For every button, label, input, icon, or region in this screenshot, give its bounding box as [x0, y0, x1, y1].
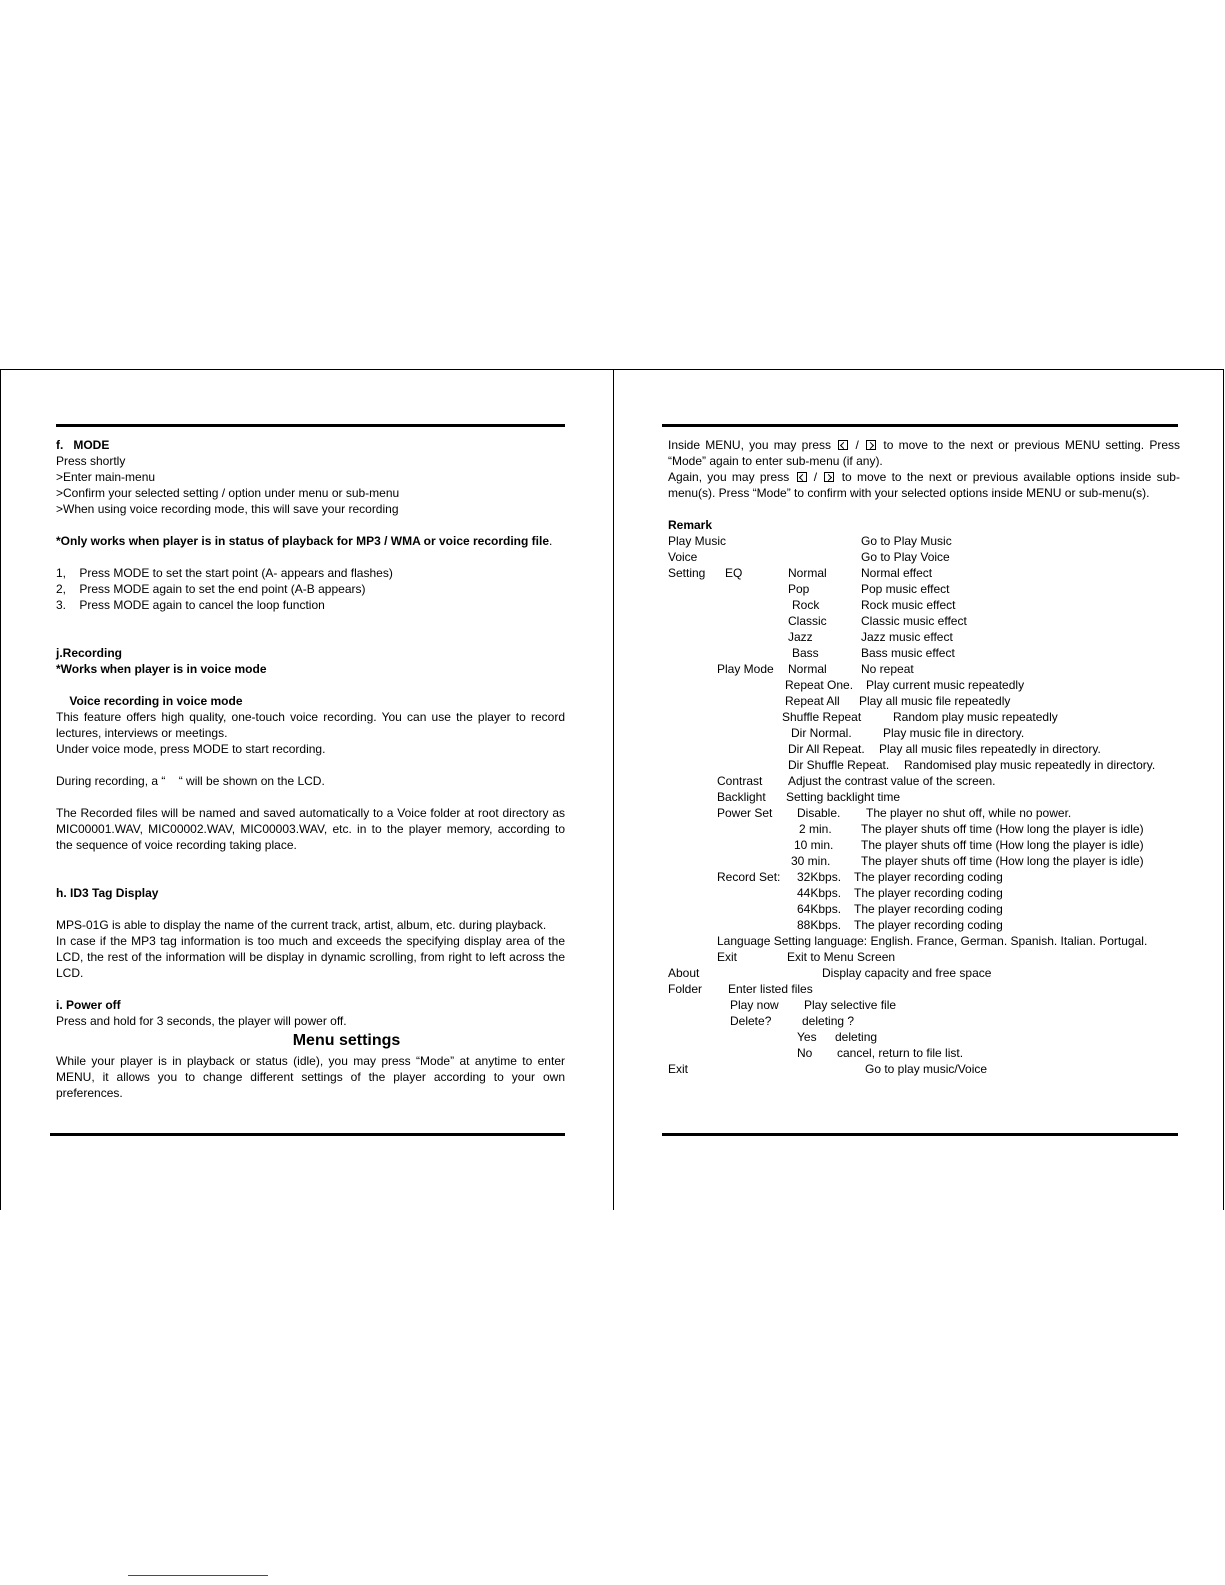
remark-cell-c4: Rock music effect [861, 598, 956, 612]
remark-cell-c4: Bass music effect [861, 646, 955, 660]
remark-row [668, 645, 1180, 661]
right-page [668, 437, 1184, 1077]
remark-cell-c4: deleting [835, 1030, 878, 1044]
section-f-title: f. MODE [56, 438, 110, 452]
remark-cell-c4: The player recording coding [854, 870, 1003, 884]
remark-cell-c2: Enter listed files [728, 982, 813, 996]
remark-cell-c2: Play now [730, 998, 779, 1012]
loop-step: 1, Press MODE to set the start point (A- appears and flashes) [56, 566, 393, 580]
remark-cell-c3: Disable. [797, 806, 841, 820]
menu-settings-para: While your player is in playback or status (idle), you may press “Mode” at anytime to enter MENU, it allows you to change different settings of the player according to your own preferences. [56, 1054, 569, 1100]
section-h-para-1: MPS-01G is able to display the name of the current track, artist, album, etc. during playback. [56, 918, 547, 932]
remark-cell-c3: Dir Shuffle Repeat. [788, 758, 890, 772]
remark-cell-c4: Go to play music/Voice [865, 1062, 988, 1076]
loop-note [56, 533, 565, 549]
intro-2-text-a: Again, you may press [668, 470, 790, 484]
remark-cell-c1: Play Music [668, 534, 727, 548]
remark-row [668, 549, 1180, 565]
intro-paragraph-2 [668, 469, 1180, 501]
remark-cell-c3: 10 min. [794, 838, 834, 852]
remark-row [668, 757, 1180, 773]
remark-cell-c4: The player recording coding [854, 886, 1003, 900]
remark-cell-c4: Go to Play Voice [861, 550, 950, 564]
spacer [56, 549, 565, 565]
remark-table [668, 533, 1180, 1077]
remark-cell-c3: Pop [788, 582, 810, 596]
remark-cell-c1: Folder [668, 982, 703, 996]
left-bottom-rule [50, 1133, 565, 1136]
remark-cell-c4: The player shuts off time (How long the player is idle) [861, 838, 1144, 852]
remark-row [668, 773, 1180, 789]
remark-cell-c4: Adjust the contrast value of the screen. [788, 774, 996, 788]
spacer [56, 613, 565, 645]
intro-1-separator: / [855, 438, 859, 452]
remark-row [668, 869, 1180, 885]
section-j-subtitle: *Works when player is in voice mode [56, 662, 267, 676]
remark-cell-c3: Dir All Repeat. [788, 742, 865, 756]
remark-cell-c2b: Backlight [717, 790, 766, 804]
previous-arrow-icon [797, 472, 807, 482]
spacer [56, 757, 565, 773]
remark-cell-c4: The player shuts off time (How long the player is idle) [861, 822, 1144, 836]
remark-cell-c3: 30 min. [791, 854, 831, 868]
intro-2-separator: / [813, 470, 818, 484]
remark-row [668, 1029, 1180, 1045]
section-i-para-1: Press and hold for 3 seconds, the player will power off. [56, 1014, 347, 1028]
remark-cell-c3: Yes [797, 1030, 817, 1044]
remark-cell-c3: 2 min. [799, 822, 832, 836]
right-top-rule [662, 424, 1178, 427]
remark-cell-c4: Play all music file repeatedly [859, 694, 1011, 708]
remark-row [668, 789, 1180, 805]
bottom-link-underline [128, 1575, 268, 1576]
remark-cell-c3: Exit to Menu Screen [787, 950, 896, 964]
remark-cell-c3: Normal [788, 566, 827, 580]
remark-cell-c3: Repeat All [785, 694, 840, 708]
remark-cell-c3: Shuffle Repeat [782, 710, 862, 724]
remark-cell-c4: cancel, return to file list. [837, 1046, 964, 1060]
section-f-line-1: Press shortly [56, 454, 126, 468]
remark-cell-c2: EQ [725, 566, 743, 580]
section-f-line-4: >When using voice recording mode, this will save your recording [56, 502, 399, 516]
remark-cell-c4: Classic music effect [861, 614, 967, 628]
left-top-rule [56, 424, 565, 427]
remark-cell-c4: The player recording coding [854, 902, 1003, 916]
remark-cell-c3b: Bass [792, 646, 819, 660]
remark-cell-c3: No [797, 1046, 813, 1060]
remark-row [668, 581, 1180, 597]
remark-row [668, 565, 1180, 581]
section-h-para-2: In case if the MP3 tag information is too much and exceeds the specifying display area of the LCD, the rest of the information will be display in dynamic scrolling, from right to left across the LCD. [56, 934, 569, 980]
loop-note-tail: . [549, 534, 553, 548]
remark-cell-c3: Classic [788, 614, 827, 628]
remark-cell-c4: Play all music files repeatedly in directory. [879, 742, 1101, 756]
remark-row [668, 629, 1180, 645]
remark-row [668, 533, 1180, 549]
remark-cell-c3: Play selective file [804, 998, 897, 1012]
remark-cell-c2b: Record Set: [717, 870, 781, 884]
remark-cell-c3: 88Kbps. [797, 918, 842, 932]
remark-cell-c2b: Play Mode [717, 662, 774, 676]
remark-cell-c3: 44Kbps. [797, 886, 842, 900]
remark-cell-c2b: Language Setting language: English. France, German. Spanish. Italian. Portugal. [717, 934, 1148, 948]
remark-cell-c4: Setting backlight time [786, 790, 901, 804]
remark-row [668, 965, 1180, 981]
remark-cell-c4: The player recording coding [854, 918, 1003, 932]
remark-cell-c2b: Power Set [717, 806, 773, 820]
loop-step: 3. Press MODE again to cancel the loop function [56, 598, 325, 612]
remark-cell-c2b: Contrast [717, 774, 763, 788]
remark-row [668, 613, 1180, 629]
remark-row [668, 1045, 1180, 1061]
section-h-title: h. ID3 Tag Display [56, 886, 159, 900]
section-f-line-3: >Confirm your selected setting / option under menu or sub-menu [56, 486, 400, 500]
intro-1-text-a: Inside MENU, you may press [668, 438, 832, 452]
remark-cell-c4: Play current music repeatedly [866, 678, 1025, 692]
remark-row [668, 853, 1180, 869]
remark-row [668, 949, 1180, 965]
remark-cell-c4: Pop music effect [861, 582, 950, 596]
remark-row [668, 725, 1180, 741]
spacer [668, 501, 1180, 517]
remark-row [668, 709, 1180, 725]
remark-cell-c3b: Rock [792, 598, 820, 612]
section-j-title: j.Recording [56, 646, 123, 660]
remark-cell-c2: Delete? [730, 1014, 772, 1028]
remark-row [668, 837, 1180, 853]
remark-title: Remark [668, 518, 713, 532]
spacer [56, 981, 565, 997]
remark-cell-c4: The player shuts off time (How long the player is idle) [861, 854, 1144, 868]
remark-row [668, 821, 1180, 837]
remark-row [668, 885, 1180, 901]
spacer [56, 517, 565, 533]
remark-row [668, 693, 1180, 709]
menu-settings-title: Menu settings [292, 1032, 401, 1049]
section-j-para-3: During recording, a “ “ will be shown on the LCD. [56, 774, 325, 788]
remark-cell-c3: Jazz [788, 630, 813, 644]
remark-cell-c1: About [668, 966, 700, 980]
remark-cell-c4: The player no shut off, while no power. [866, 806, 1072, 820]
remark-row [668, 597, 1180, 613]
remark-cell-c4: Random play music repeatedly [893, 710, 1058, 724]
remark-row [668, 805, 1180, 821]
remark-row [668, 997, 1180, 1013]
remark-row [668, 661, 1180, 677]
section-j-para-2: Under voice mode, press MODE to start recording. [56, 742, 326, 756]
remark-cell-c1: Voice [668, 550, 698, 564]
previous-arrow-icon [838, 440, 848, 450]
intro-1-text-b: to move to the next or previous MENU setting. Press “Mode” again to enter sub-menu (if any). [668, 438, 1184, 468]
remark-cell-c4: Display capacity and free space [822, 966, 992, 980]
intro-2-text-b: to move to the next or previous available options inside sub-menu(s). Press “Mode” to confirm with your selected options inside MENU or sub-menu(s). [668, 470, 1180, 500]
right-bottom-rule [662, 1133, 1178, 1136]
remark-row [668, 933, 1180, 949]
next-arrow-icon [866, 440, 876, 450]
remark-cell-c4: Go to Play Music [861, 534, 952, 548]
remark-cell-c3: 64Kbps. [797, 902, 842, 916]
remark-cell-c3: Normal [788, 662, 827, 676]
remark-row [668, 1013, 1180, 1029]
intro-paragraph-1 [668, 437, 1184, 469]
remark-row [668, 901, 1180, 917]
remark-cell-c2b: Exit [717, 950, 738, 964]
remark-row [668, 677, 1180, 693]
section-f-line-2: >Enter main-menu [56, 470, 156, 484]
remark-row [668, 917, 1180, 933]
remark-cell-c3: Dir Normal. [791, 726, 852, 740]
remark-cell-c4: Jazz music effect [861, 630, 953, 644]
next-arrow-icon [824, 472, 834, 482]
spacer [56, 901, 565, 917]
remark-row [668, 1061, 1180, 1077]
loop-note-text: *Only works when player is in status of playback for MP3 / WMA or voice recording file [56, 534, 550, 548]
remark-cell-c4: Randomised play music repeatedly in directory. [904, 758, 1156, 772]
spacer [56, 853, 565, 885]
spacer [56, 789, 565, 805]
remark-cell-c3: Repeat One. [785, 678, 854, 692]
section-j-para-1: This feature offers high quality, one-touch voice recording. You can use the player to record lectures, interviews or meetings. [56, 710, 569, 740]
remark-cell-c4: Play music file in directory. [883, 726, 1025, 740]
remark-cell-c4: Normal effect [861, 566, 933, 580]
remark-cell-c1: Setting [668, 566, 706, 580]
remark-row [668, 741, 1180, 757]
section-j-para-4: The Recorded files will be named and saved automatically to a Voice folder at root directory as MIC00001.WAV, MIC00002.WAV, MIC00003.WAV, etc. in to the player memory, according to the sequence of voice recording taking place. [56, 806, 569, 852]
remark-row [668, 981, 1180, 997]
center-fold-divider [613, 369, 614, 1210]
section-i-title: i. Power off [56, 998, 121, 1012]
loop-step: 2, Press MODE again to set the end point (A-B appears) [56, 582, 366, 596]
spacer [56, 677, 565, 693]
remark-cell-c4: No repeat [861, 662, 914, 676]
remark-cell-c3: 32Kbps. [797, 870, 842, 884]
left-page [56, 437, 569, 1101]
remark-cell-c3: deleting ? [802, 1014, 855, 1028]
section-j-heading: Voice recording in voice mode [56, 694, 243, 708]
remark-cell-c1: Exit [668, 1062, 689, 1076]
